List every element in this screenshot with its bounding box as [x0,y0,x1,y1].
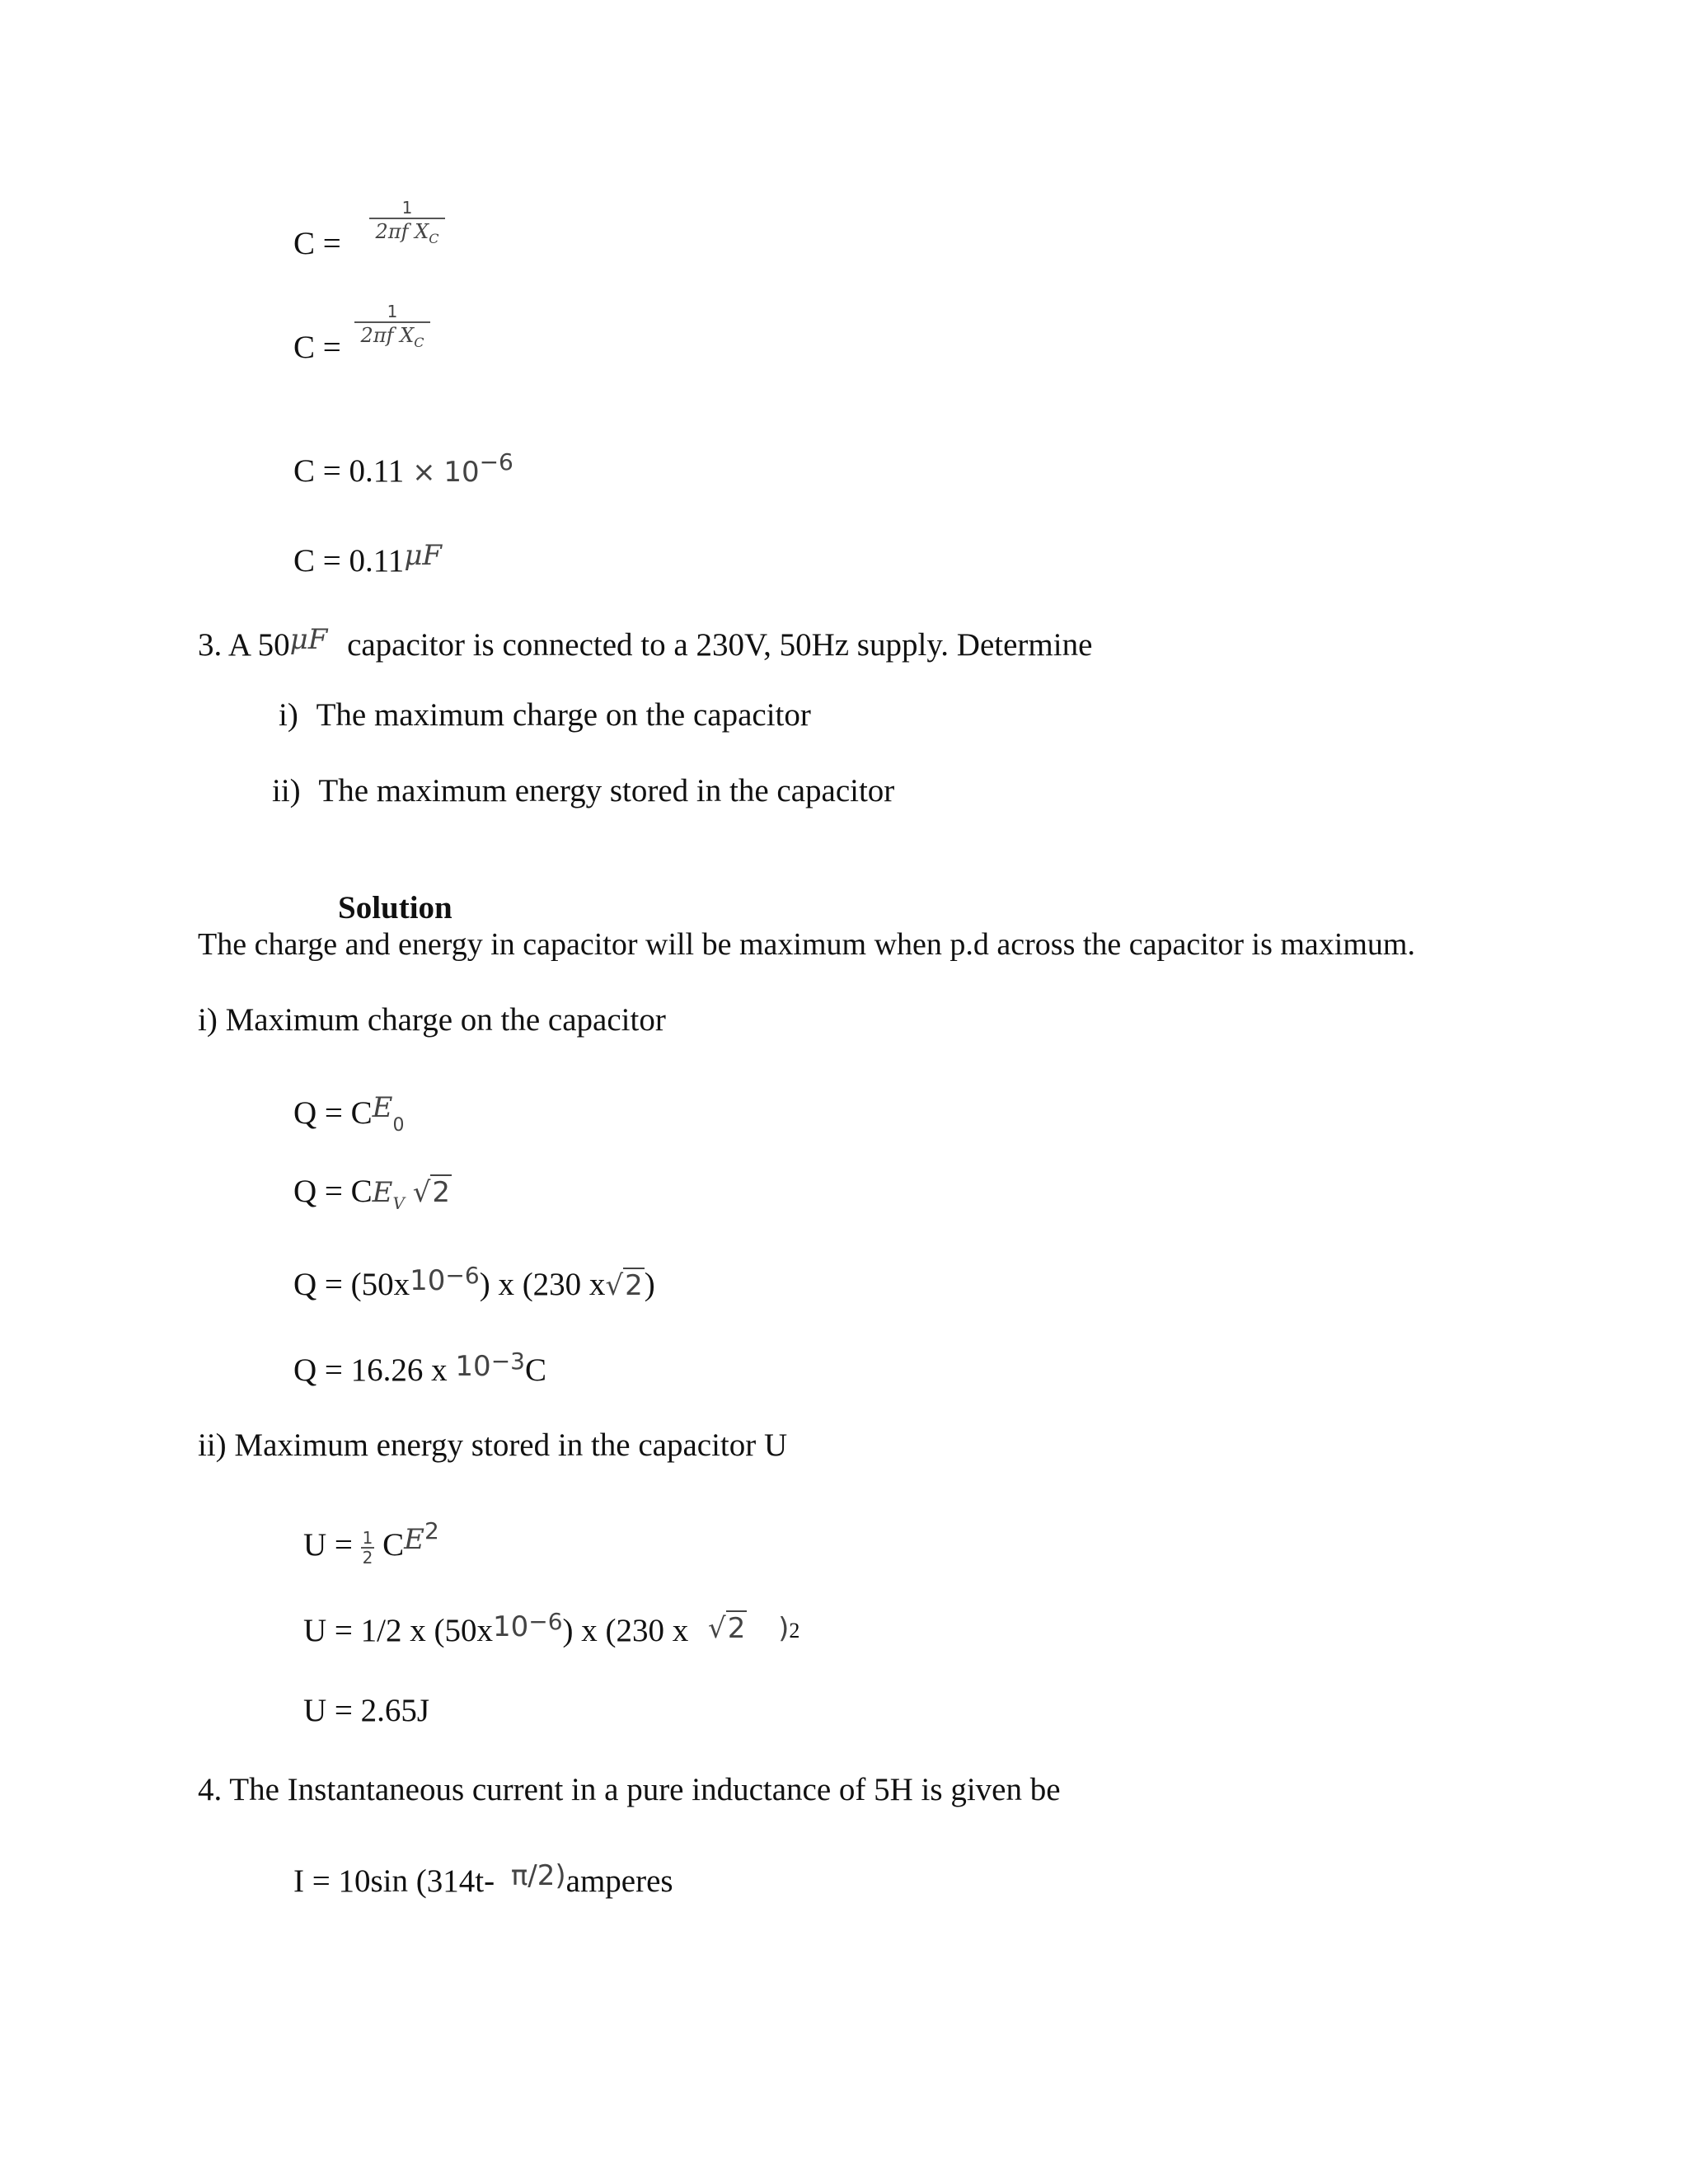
power-exponent: −6 [445,1262,480,1289]
question-4: 4. The Instantaneous current in a pure inductance of 5H is given be [198,1772,1061,1807]
square-root: √2 [605,1269,643,1302]
energy-formula-2 [303,1607,799,1651]
question-pre: A 50 [227,627,290,663]
item-marker: ii) [272,773,301,808]
capacitance-value-1 [293,448,513,492]
variable-e: E [372,1176,393,1209]
power-base: 10 [492,1610,529,1643]
variable-subscript: 0 [392,1114,405,1136]
formula-mid: ) x (230 x [479,1267,606,1302]
value-lhs: C = 0.11 [293,543,405,579]
part-1-heading: i) Maximum charge on the capacitor [198,1002,666,1038]
unit-microfarad: μF [404,539,442,572]
denominator-subscript: C [429,230,439,246]
power-base: 10 [455,1350,491,1383]
power-base: 10 [410,1264,446,1297]
equation-pre: I = 10sin (314t- [293,1863,495,1899]
solution-intro: The charge and energy in capacitor will be maximum when p.d across the capacitor is maximum. [198,927,1415,962]
formula-mid: ) x (230 x [562,1613,689,1648]
power-base: 10 [443,456,480,489]
denominator-text: 2πf X [360,324,415,347]
charge-formula-2 [293,1172,452,1223]
formula-post: ) [644,1267,655,1302]
radicand: 2 [727,1612,746,1645]
power-exponent: −6 [479,448,513,476]
charge-result [293,1347,546,1390]
square-root: √2 [412,1176,451,1209]
variable-e: E [372,1091,393,1124]
fraction-denominator [369,219,445,251]
item-text: The maximum charge on the capacitor [316,697,811,733]
power-exponent: −3 [490,1347,525,1375]
unit-microfarad: μF [289,623,328,656]
question-3-item-2 [272,771,894,811]
energy-result: U = 2.65J [303,1693,430,1728]
question-post: capacitor is connected to a 230V, 50Hz supply. Determine [347,627,1093,663]
square-root: √2 [708,1612,746,1645]
question-number: 3. [198,627,223,663]
half-fraction [361,1529,375,1567]
variable-e: E [404,1523,424,1556]
fraction-numerator: 1 [387,302,398,321]
capacitance-fraction-1 [369,198,445,251]
times-sign: × [412,456,436,489]
question-3-item-1 [279,696,811,735]
formula-lhs: U = [303,1527,353,1563]
charge-formula-3 [293,1261,655,1305]
item-marker: i) [279,697,298,733]
value-lhs: C = 0.11 [293,453,405,489]
solution-heading: Solution [338,890,452,926]
question-3 [198,620,1092,665]
power-exponent: −6 [528,1608,563,1635]
denominator-subscript: C [414,334,424,350]
result-pre: Q = 16.26 x [293,1352,448,1388]
item-text: The maximum energy stored in the capacitor [318,773,895,808]
formula-pre: U = 1/2 x (50x [303,1613,493,1648]
fraction-numerator: 1 [401,198,413,218]
current-equation [293,1856,673,1901]
capacitance-formula-1 [293,224,341,264]
formula-lhs: C = [293,330,341,365]
outer-exponent: 2 [789,1619,800,1643]
power-exponent: 2 [424,1517,439,1544]
closing-parenthesis: ) [778,1612,790,1645]
equation-unit: amperes [565,1863,673,1899]
radicand: 2 [625,1269,643,1302]
fraction-denominator [354,323,430,355]
result-unit: C [524,1352,546,1388]
formula-lhs: Q = C [293,1095,373,1131]
capacitance-fraction-2 [354,302,430,355]
energy-formula-1 [303,1517,439,1568]
capacitance-value-2 [293,536,442,581]
denominator-text: 2πf X [375,220,429,243]
phase-term: π/2) [510,1859,566,1892]
fraction-numerator: 1 [362,1528,373,1549]
formula-pre: Q = (50x [293,1267,410,1302]
formula-lhs: Q = C [293,1174,373,1209]
radicand: 2 [432,1176,451,1209]
charge-formula-1 [293,1088,405,1146]
variable-subscript: V [392,1193,405,1213]
formula-lhs: C = [293,226,341,261]
capacitance-formula-2 [293,328,341,368]
fraction-denominator: 2 [362,1548,373,1568]
part-2-heading: ii) Maximum energy stored in the capacitor U [198,1427,788,1463]
capacitance-symbol: C [382,1527,405,1563]
